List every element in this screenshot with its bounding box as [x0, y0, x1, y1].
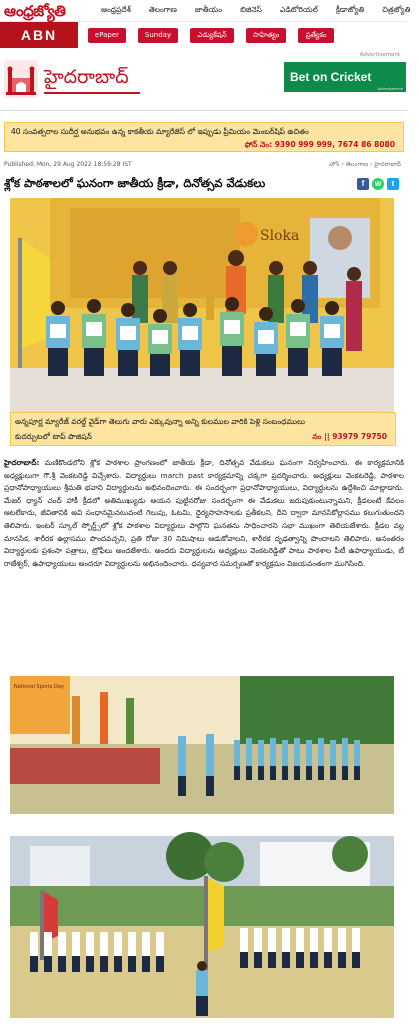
marriage-ad-banner[interactable] — [4, 122, 404, 152]
article-text: మణికొండలోని శ్లోక పాఠశాల ప్రాంగణంలో జాతీయ క్రీడా, దినోత్సవ వేడుకలు ఘనంగా నిర్వహించారు. ఈ కార్యక్రమానికి అధ్యక్షులుగా గౌ.శ్రీ వెంకటరెడ్డి విచ్చేశారు. విద్యార్థులు march past కార్యక్రమాన్ని చక్కగా ప్రదర్శించారు. అధ్యక్షులు వెంకటరెడ్డి, పాఠశాల ప్రధానోపాధ్యాయులు శ్రీమతి భవాని విద్యార్థులను అభినందించారు. ఈ సందర్భంగా ప్రధానోపాధ్యాయులు, విద్యార్థులను ఉద్దేశించి మాట్లాడారు. మేజర్ ధ్యాన్ చంద్ హాకీ క్రీడలో అతిముఖ్యుడు ఆయన పుట్టినరోజు సందర్భంగా ఈ వేడుకలు జరుపుకుంటున్నామని, క్రీడలంటే కేవలం ఆటలేకాదు, జీవితానికి అవి సంధానమైనటువంటి గెలుపు, ఓటమి, ధైర్యసాహసాలకు ప్రతీకలని, దీని ద్వారా మానసికోల్లాసము కలుగుతుందని తెలిపారు. ఇంటర్ స్కూల్ స్పోర్ట్స్‌లో శ్లోక పాఠశాల విద్యార్థులు పాల్గొని ఘనతను సాధించారని సభా ముఖంగా తెలియజేశారు. క్రీడల వల్ల మానసిక, శారీరక ఉల్లాసము పొందవచ్చని, ప్రతి రోజు 30 నిమిషాలు ఆడుకోవాలని, శారీరక దృఢత్వాన్ని పొందాలని తెలిపారు. అనంతరం విద్యార్థులకు ప్రశంసా పత్రాలు, ట్రోఫీలు అందజేశారు. అందరు విద్యార్థులను అధ్యక్షులు వెంకటరెడ్డితో పాటు పాఠశాల పీటీ ఉపాధ్యాయుడు, టీ రాజేశ్వర్, ఉపాధ్యాయులు అందరూ విద్యార్థులను అభినందించారు. ధన్యవాద సమర్పణతో కార్యక్రమం విజయవంతంగా ముగిసింది. — [4, 458, 404, 568]
ad-phone: ఫోన్ నెం: 9390 999 999, 7674 86 8080 — [244, 140, 395, 149]
article-headline: శ్లోక పాఠశాలలో ఘనంగా జాతీయ క్రీడా, దినోత్సవ వేడుకలు — [4, 176, 266, 190]
nav-item-national[interactable]: జాతీయం — [194, 5, 223, 14]
award-group-photo — [10, 198, 394, 412]
breadcrumb: హోం › తెలంగాణ › హైదరాబాద్ — [329, 161, 401, 168]
advertisement-label: Advertisement — [359, 52, 400, 58]
sloka-banner-text: Sloka — [260, 228, 300, 244]
nav-item-cinema[interactable]: చిత్రజ్యోతి — [382, 5, 411, 14]
bet-ad-text: Bet on Cricket — [290, 70, 372, 84]
sports-day-banner: National Sports Day — [14, 684, 64, 690]
special-link[interactable]: ప్రత్యేకం — [298, 28, 334, 43]
nav-item-andhrapradesh[interactable]: ఆంధ్రప్రదేశ్ — [101, 5, 131, 14]
top-nav — [92, 5, 419, 16]
masthead — [0, 0, 411, 22]
march-past-photo-2 — [10, 836, 394, 1018]
section-title: హైదరాబాద్ — [44, 66, 129, 88]
nav-item-business[interactable]: బిజినెస్ — [240, 5, 262, 14]
facebook-icon[interactable]: f — [357, 178, 369, 190]
epaper-link[interactable]: ePaper — [88, 28, 126, 43]
abn-logo[interactable]: ABN — [0, 22, 78, 48]
nav-item-editorial[interactable]: ఎడిటోరియల్ — [279, 5, 318, 14]
bet-ad-sub: Advertisement — [377, 86, 403, 91]
bet-on-cricket-ad[interactable] — [284, 62, 406, 92]
march-past-photo-1 — [10, 676, 394, 814]
annapurna-ad-line-1: అన్నపూర్ణ మ్యారేజ్ వరల్డ్ వైడ్‌గా తెలుగు వారు ఎక్కువున్నా అన్ని కులముల వారికి పెళ్లి సంబంధములు — [15, 417, 305, 426]
whatsapp-icon[interactable]: w — [372, 178, 384, 190]
nav-item-sports[interactable]: క్రీడాజ్యోతి — [335, 5, 365, 14]
annapurna-ad-phone: నం || 93979 79750 — [312, 432, 387, 441]
published-date: Published: Mon, 29 Aug 2022 18:59:28 IST — [4, 161, 132, 168]
article-paragraph — [4, 457, 404, 570]
section-header — [4, 60, 144, 98]
literature-link[interactable]: సాహిత్యం — [246, 28, 286, 43]
annapurna-ad-line-2: కుదర్చుటలో టాప్ పొజిషన్ — [15, 432, 92, 441]
abn-bar — [0, 22, 407, 48]
site-logo[interactable]: ఆంధ్రజ్యోతి — [4, 2, 66, 20]
annapurna-marriage-ad[interactable] — [10, 412, 396, 446]
share-buttons — [357, 178, 399, 190]
city-charminar-icon — [4, 60, 38, 98]
sunday-link[interactable]: Sunday — [138, 28, 178, 43]
ad-line-1: 40 సంవత్సరాల సుదీర్ఘ అనుభవం ఉన్న కాకతీయ మ్యారేజెస్ లో ఇప్పుడు ప్రీమియం మెంబర్‌షిప్ ఉచితం — [11, 127, 309, 136]
education-link[interactable]: ఎడ్యుకేషన్ — [190, 28, 234, 43]
divider — [0, 110, 407, 111]
section-underline — [44, 92, 140, 94]
article-body — [4, 457, 404, 570]
nav-item-telangana[interactable]: తెలంగాణ — [148, 5, 177, 14]
article-dateline: హైదరాబాద్: — [4, 458, 40, 467]
twitter-icon[interactable]: t — [387, 178, 399, 190]
